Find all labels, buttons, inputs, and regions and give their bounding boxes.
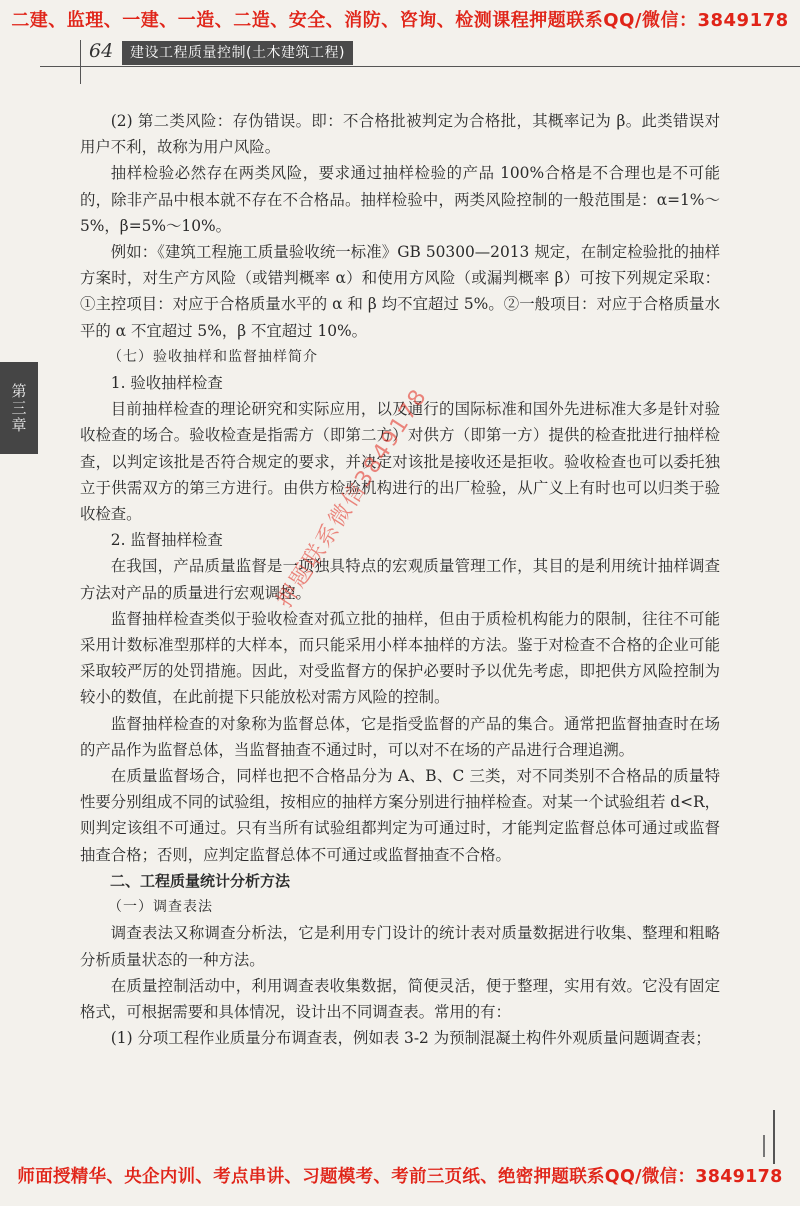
paragraph-acceptance-sampling: 目前抽样检查的理论研究和实际应用，以及通行的国际标准和国外先进标准大多是针对验收检查的场合。验收检查是指需方（即第二方）对供方（即第一方）提供的检查批进行抽样检查，以判定该批是否符合规定的要求，并决定对该批是接收还是拒收。验收检查也可以委托独立于供需双方的第三方进行。由供方检验机构进行的出厂检验，从广义上有时也可以归类于验收检查。 xyxy=(80,400,720,524)
paragraph-supervision-population: 监督抽样检查的对象称为监督总体，它是指受监督的产品的集合。通常把监督抽查时在场的产品作为监督总体，当监督抽查不通过时，可以对不在场的产品进行合理追溯。 xyxy=(80,714,720,759)
heading-survey-table-method: （一）调查表法 xyxy=(108,899,213,916)
paragraph-survey-table-definition: 调查表法又称调查分析法，它是利用专门设计的统计表对质量数据进行收集、整理和粗略分析质量状态的一种方法。 xyxy=(80,924,720,969)
heading-supervision-sampling: 2. 监督抽样检查 xyxy=(110,531,223,550)
paragraph-nonconforming-classes: 在质量监督场合，同样也把不合格品分为 A、B、C 三类，对不同类别不合格品的质量特性要分别组成不同的试验组，按相应的抽样方案分别进行抽样检查。对某一个试验组若 d<R，则判定该组不可通过。只有当所有试验组都判定为可通过时，才能判定监督总体可通过或监督抽查合格；否则，应判定监督总体不可通过或监督抽查不合格。 xyxy=(80,767,720,864)
heading-acceptance-sampling: 1. 验收抽样检查 xyxy=(110,374,223,393)
top-contact-banner: 二建、监理、一建、一造、二造、安全、消防、咨询、检测课程押题联系QQ/微信：3849178 xyxy=(11,10,789,31)
header-rule xyxy=(40,66,800,67)
paragraph-type2-risk: (2) 第二类风险：存伪错误。即：不合格批被判定为合格批，其概率记为 β。此类错误对用户不利，故称为用户风险。 xyxy=(80,112,720,157)
page-body xyxy=(80,108,720,1051)
bottom-contact-banner: 师面授精华、央企内训、考点串讲、习题模考、考前三页纸、绝密押题联系QQ/微信：3849178 xyxy=(17,1167,783,1187)
scan-edge-mark xyxy=(773,1110,775,1164)
paragraph-distribution-table: (1) 分项工程作业质量分布调查表，例如表 3-2 为预制混凝土构件外观质量问题调查表； xyxy=(110,1029,711,1048)
paragraph-example-standard: 例如：《建筑工程施工质量验收统一标准》GB 50300—2013 规定，在制定检验批的抽样方案时，对生产方风险（或错判概率 α）和使用方风险（或漏判概率 β）可按下列规定采取：①主控项目：对应于合格质量水平的 α 和 β 均不宜超过 5%。②一般项目：对应于合格质量水平的 α 不宜超过 5%，β 不宜超过 10%。 xyxy=(80,243,720,340)
heading-statistical-methods: 二、工程质量统计分析方法 xyxy=(110,871,291,890)
scan-edge-mark xyxy=(763,1135,765,1157)
header-divider-vertical xyxy=(80,40,81,84)
paragraph-supervision-small-sample: 监督抽样检查类似于验收检查对孤立批的抽样，但由于质检机构能力的限制，往往不可能采用计数标准型那样的大样本，而只能采用小样本抽样的方法。鉴于对检查不合格的企业可能采取较严厉的处罚措施。因此，对受监督方的保护必要时予以优先考虑，即把供方风险控制为较小的数值，在此前提下只能放松对需方风险的控制。 xyxy=(80,609,720,707)
paragraph-supervision-intro: 在我国，产品质量监督是一项独具特点的宏观质量管理工作，其目的是利用统计抽样调查方法对产品的质量进行宏观调控。 xyxy=(80,557,720,602)
page-number: 64 xyxy=(89,40,114,62)
watermark: 押题联系微信3849178 xyxy=(272,384,433,613)
heading-section-7: （七）验收抽样和监督抽样简介 xyxy=(108,348,318,365)
chapter-tab: 第三章 xyxy=(0,362,38,454)
paragraph-survey-table-usage: 在质量控制活动中，利用调查表收集数据，简便灵活，便于整理，实用有效。它没有固定格式，可根据需要和具体情况，设计出不同调查表。常用的有： xyxy=(80,976,720,1021)
book-title: 建设工程质量控制(土木建筑工程) xyxy=(122,41,353,65)
paragraph-two-risks: 抽样检验必然存在两类风险，要求通过抽样检验的产品 100%合格是不合理也是不可能的，除非产品中根本就不存在不合格品。抽样检验中，两类风险控制的一般范围是：α=1%～5%，β=5%～10%。 xyxy=(80,164,720,235)
